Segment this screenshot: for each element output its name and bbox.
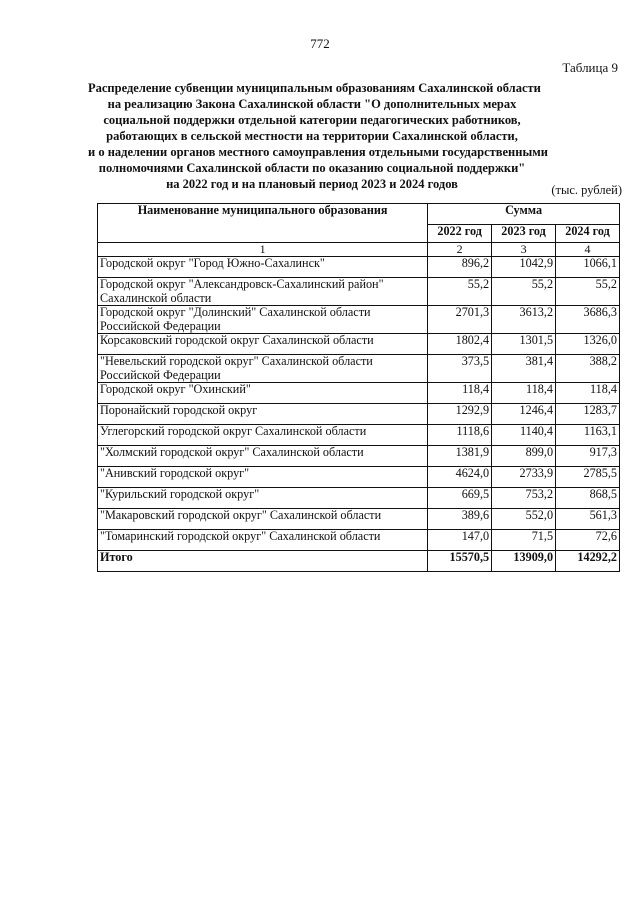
table-row <box>98 488 620 509</box>
table-row <box>98 446 620 467</box>
title-line: Распределение субвенции муниципальным образованиям Сахалинской области <box>88 81 541 95</box>
value-2023: 1246,4 <box>492 404 556 425</box>
total-2023: 13909,0 <box>492 551 556 572</box>
value-2024: 55,2 <box>556 278 620 306</box>
municipality-name: Поронайский городской округ <box>98 404 428 425</box>
title-line: полномочиями Сахалинской области по оказанию социальной поддержки" <box>98 161 526 175</box>
value-2022: 389,6 <box>428 509 492 530</box>
municipality-name: "Томаринский городской округ" Сахалинской области <box>98 530 428 551</box>
table-row <box>98 530 620 551</box>
total-row <box>98 551 620 572</box>
value-2022: 1118,6 <box>428 425 492 446</box>
subvention-table <box>97 203 620 572</box>
municipality-name: "Анивский городской округ" <box>98 467 428 488</box>
column-index: 1 <box>98 243 428 257</box>
value-2024: 917,3 <box>556 446 620 467</box>
value-2023: 3613,2 <box>492 306 556 334</box>
value-2022: 2701,3 <box>428 306 492 334</box>
header-year-2022: 2022 год <box>428 224 492 242</box>
value-2023: 753,2 <box>492 488 556 509</box>
column-index: 3 <box>492 243 556 257</box>
value-2024: 1066,1 <box>556 257 620 278</box>
municipality-name: Городской округ "Александровск-Сахалинский район" Сахалинской области <box>98 278 428 306</box>
page-number: 772 <box>310 36 330 51</box>
municipality-name: "Курильский городской округ" <box>98 488 428 509</box>
municipality-name: Углегорский городской округ Сахалинской области <box>98 425 428 446</box>
value-2022: 118,4 <box>428 383 492 404</box>
title-line: на реализацию Закона Сахалинской области "О дополнительных мерах <box>107 97 517 111</box>
value-2023: 552,0 <box>492 509 556 530</box>
table-row <box>98 509 620 530</box>
value-2023: 1301,5 <box>492 334 556 355</box>
value-2024: 1326,0 <box>556 334 620 355</box>
title-line: на 2022 год и на плановый период 2023 и 2024 годов <box>166 177 458 191</box>
value-2022: 55,2 <box>428 278 492 306</box>
column-index: 2 <box>428 243 492 257</box>
value-2023: 71,5 <box>492 530 556 551</box>
table-row <box>98 355 620 383</box>
table-row <box>98 334 620 355</box>
header-year-2023: 2023 год <box>492 224 556 242</box>
title-line: и о наделении органов местного самоуправления отдельными государственными <box>88 145 548 159</box>
total-2022: 15570,5 <box>428 551 492 572</box>
table-row <box>98 425 620 446</box>
value-2024: 561,3 <box>556 509 620 530</box>
value-2024: 1283,7 <box>556 404 620 425</box>
value-2024: 2785,5 <box>556 467 620 488</box>
column-index: 4 <box>556 243 620 257</box>
value-2023: 899,0 <box>492 446 556 467</box>
value-2024: 118,4 <box>556 383 620 404</box>
table-row <box>98 467 620 488</box>
header-sum: Сумма <box>428 204 620 225</box>
value-2024: 388,2 <box>556 355 620 383</box>
table-row <box>98 278 620 306</box>
table-row <box>98 383 620 404</box>
header-year-2024: 2024 год <box>556 224 620 242</box>
table-label: Таблица 9 <box>562 60 618 75</box>
value-2023: 55,2 <box>492 278 556 306</box>
municipality-name: "Невельский городской округ" Сахалинской области Российской Федерации <box>98 355 428 383</box>
value-2022: 1292,9 <box>428 404 492 425</box>
value-2023: 118,4 <box>492 383 556 404</box>
total-label: Итого <box>98 551 428 572</box>
document-title <box>88 80 548 192</box>
value-2024: 1163,1 <box>556 425 620 446</box>
value-2022: 1381,9 <box>428 446 492 467</box>
title-line: работающих в сельской местности на территории Сахалинской области, <box>106 129 518 143</box>
value-2023: 381,4 <box>492 355 556 383</box>
municipality-name: Корсаковский городской округ Сахалинской области <box>98 334 428 355</box>
municipality-name: "Макаровский городской округ" Сахалинской области <box>98 509 428 530</box>
table-row <box>98 257 620 278</box>
value-2022: 896,2 <box>428 257 492 278</box>
units-label: (тыс. рублей) <box>551 183 622 197</box>
table-row <box>98 306 620 334</box>
municipality-name: Городской округ "Город Южно-Сахалинск" <box>98 257 428 278</box>
value-2024: 3686,3 <box>556 306 620 334</box>
value-2022: 1802,4 <box>428 334 492 355</box>
value-2022: 669,5 <box>428 488 492 509</box>
municipality-name: Городской округ "Охинский" <box>98 383 428 404</box>
value-2023: 1140,4 <box>492 425 556 446</box>
value-2023: 1042,9 <box>492 257 556 278</box>
value-2024: 868,5 <box>556 488 620 509</box>
total-2024: 14292,2 <box>556 551 620 572</box>
value-2023: 2733,9 <box>492 467 556 488</box>
table-row <box>98 404 620 425</box>
value-2022: 4624,0 <box>428 467 492 488</box>
value-2022: 373,5 <box>428 355 492 383</box>
header-name: Наименование муниципального образования <box>98 204 428 243</box>
municipality-name: Городской округ "Долинский" Сахалинской области Российской Федерации <box>98 306 428 334</box>
municipality-name: "Холмский городской округ" Сахалинской области <box>98 446 428 467</box>
value-2024: 72,6 <box>556 530 620 551</box>
value-2022: 147,0 <box>428 530 492 551</box>
title-line: социальной поддержки отдельной категории педагогических работников, <box>103 113 521 127</box>
